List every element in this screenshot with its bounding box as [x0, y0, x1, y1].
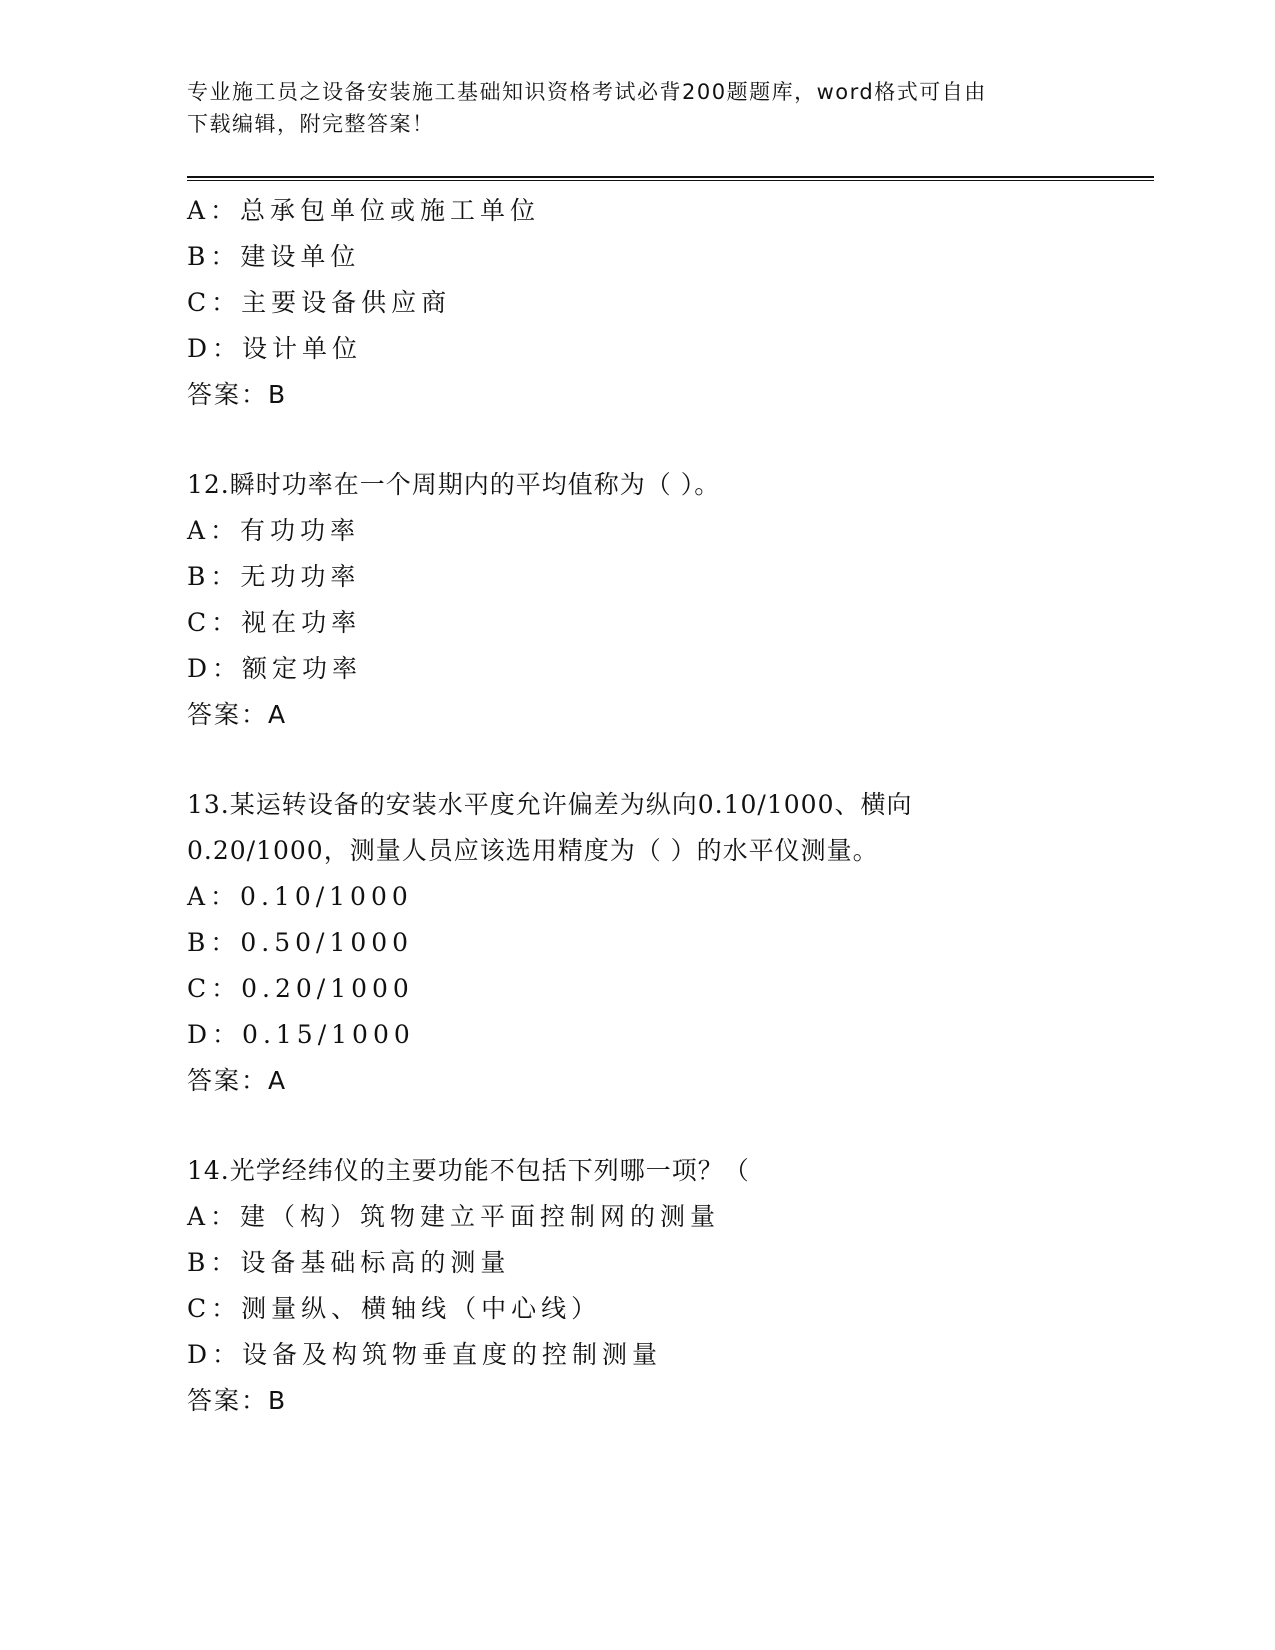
answer-value: B: [268, 1386, 288, 1415]
option-c: C：视在功率: [187, 608, 362, 637]
answer-label: 答案：: [187, 380, 269, 409]
answer-label: 答案：: [187, 700, 269, 729]
answer-label: 答案：: [187, 1066, 269, 1095]
question-14-block: [187, 1148, 1167, 1424]
question-stem-line-1: 13.某运转设备的安装水平度允许偏差为纵向0.10/1000、横向: [187, 790, 913, 819]
option-d: D：0.15/1000: [187, 1020, 415, 1049]
answer-line: [187, 1058, 1167, 1104]
option-b: B：设备基础标高的测量: [187, 1248, 511, 1277]
answer-line: [187, 1378, 1167, 1424]
option-a: A：0.10/1000: [187, 882, 413, 911]
document-header: [187, 76, 1087, 140]
question-stem-line-2: 0.20/1000，测量人员应该选用精度为（ ）的水平仪测量。: [187, 836, 879, 865]
option-c: C：测量纵、横轴线（中心线）: [187, 1294, 602, 1323]
answer-line: [187, 692, 1167, 738]
option-b: B：建设单位: [187, 242, 361, 271]
question-list: [187, 188, 1167, 1424]
option-a: A：建（构）筑物建立平面控制网的测量: [187, 1202, 721, 1231]
question-13-block: [187, 782, 1167, 1104]
question-11-block: [187, 188, 1167, 418]
answer-value: A: [268, 1066, 288, 1095]
question-stem: 12.瞬时功率在一个周期内的平均值称为（ ）。: [187, 470, 721, 499]
header-title-line-1: 专业施工员之设备安装施工基础知识资格考试必背200题题库，word格式可自由: [187, 80, 987, 104]
answer-value: B: [268, 380, 288, 409]
option-d: D：额定功率: [187, 654, 363, 683]
option-d: D：设备及构筑物垂直度的控制测量: [187, 1340, 663, 1369]
question-12-block: [187, 462, 1167, 738]
header-title-line-2: 下载编辑，附完整答案！: [187, 112, 435, 136]
option-d: D：设计单位: [187, 334, 363, 363]
option-a: A：总承包单位或施工单位: [187, 196, 541, 225]
answer-label: 答案：: [187, 1386, 269, 1415]
question-stem: 14.光学经纬仪的主要功能不包括下列哪一项？（: [187, 1156, 750, 1185]
option-a: A：有功功率: [187, 516, 361, 545]
option-b: B：0.50/1000: [187, 928, 414, 957]
answer-value: A: [268, 700, 288, 729]
option-c: C：0.20/1000: [187, 974, 414, 1003]
header-divider: [187, 176, 1154, 181]
answer-line: [187, 372, 1167, 418]
option-b: B：无功功率: [187, 562, 361, 591]
option-c: C：主要设备供应商: [187, 288, 452, 317]
